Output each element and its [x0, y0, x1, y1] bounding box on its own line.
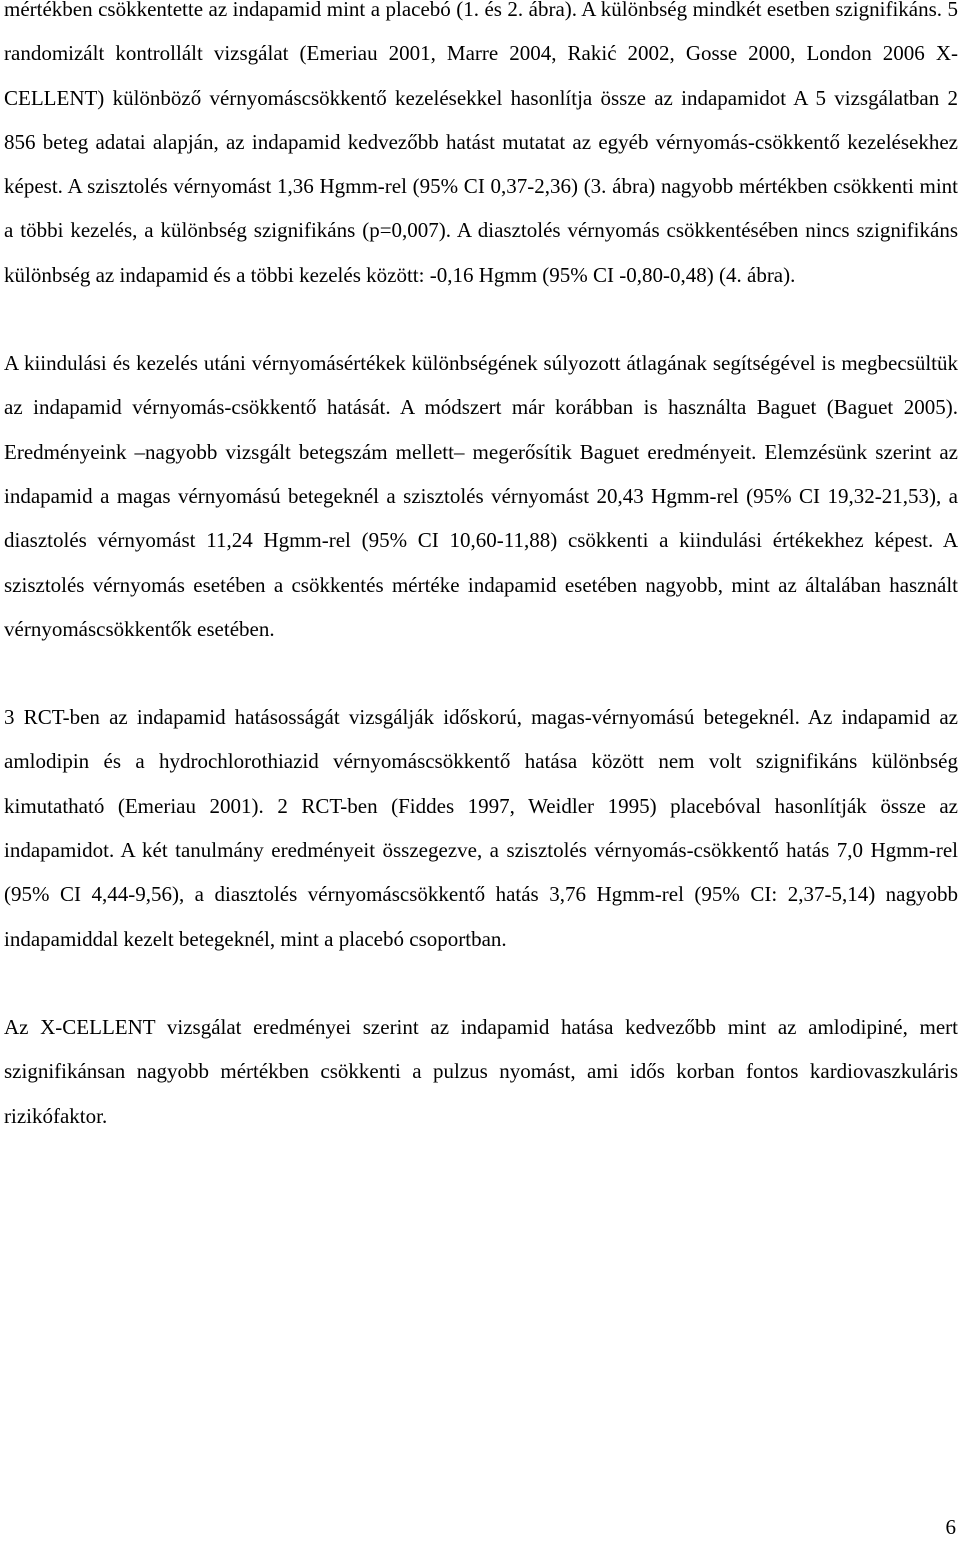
paragraph-3: 3 RCT-ben az indapamid hatásosságát vizsgálják időskorú, magas-vérnyomású betegeknél. Az indapamid az amlodipin és a hydrochlorothiazid vérnyomáscsökkentő hatása között nem volt szignifikáns különbség kimutatható (Emeriau 2001). 2 RCT-ben (Fiddes 1997, Weidler 1995) placebóval hasonlítják össze az indapamidot. A két tanulmány eredményeit összegezve, a szisztolés vérnyomás-csökkentő hatás 7,0 Hgmm-rel (95% CI 4,44-9,56), a diasztolés vérnyomáscsökkentő hatás 3,76 Hgmm-rel (95% CI: 2,37-5,14) nagyobb indapamiddal kezelt betegeknél, mint a placebó csoportban.	[4, 705, 958, 951]
paragraph-4: Az X-CELLENT vizsgálat eredményei szerint az indapamid hatása kedvezőbb mint az amlodipiné, mert szignifikánsan nagyobb mértékben csökkenti a pulzus nyomást, ami idős korban fontos kardiovaszkuláris rizikófaktor.	[4, 1014, 958, 1128]
document-body	[4, 0, 958, 1138]
page-number: 6	[945, 1515, 956, 1539]
paragraph-2: A kiindulási és kezelés utáni vérnyomásértékek különbségének súlyozott átlagának segítségével is megbecsültük az indapamid vérnyomás-csökkentő hatását. A módszert már korábban is használta Baguet (Baguet 2005). Eredményeink –nagyobb vizsgált betegszám mellett– megerősítik Baguet eredményeit. Elemzésünk szerint az indapamid a magas vérnyomású betegeknél a szisztolés vérnyomást 20,43 Hgmm-rel (95% CI 19,32-21,53), a diasztolés vérnyomást 11,24 Hgmm-rel (95% CI 10,60-11,88) csökkenti a kiindulási értékekhez képest. A szisztolés vérnyomás esetében a csökkentés mértéke indapamid esetében nagyobb, mint az általában használt vérnyomáscsökkentők esetében.	[4, 351, 958, 641]
paragraph-1: mértékben csökkentette az indapamid mint a placebó (1. és 2. ábra). A különbség mindkét esetben szignifikáns. 5 randomizált kontrollált vizsgálat (Emeriau 2001, Marre 2004, Rakić 2002, Gosse 2000, London 2006 X-CELLENT) különböző vérnyomáscsökkentő kezelésekkel hasonlítja össze az indapamidot A 5 vizsgálatban 2 856 beteg adatai alapján, az indapamid kedvezőbb hatást mutatat az egyéb vérnyomás-csökkentő kezelésekhez képest. A szisztolés vérnyomást 1,36 Hgmm-rel (95% CI 0,37-2,36) (3. ábra) nagyobb mértékben csökkenti mint a többi kezelés, a különbség szignifikáns (p=0,007). A diasztolés vérnyomás csökkentésében nincs szignifikáns különbség az indapamid és a többi kezelés között: -0,16 Hgmm (95% CI -0,80-0,48) (4. ábra).	[4, 0, 958, 287]
